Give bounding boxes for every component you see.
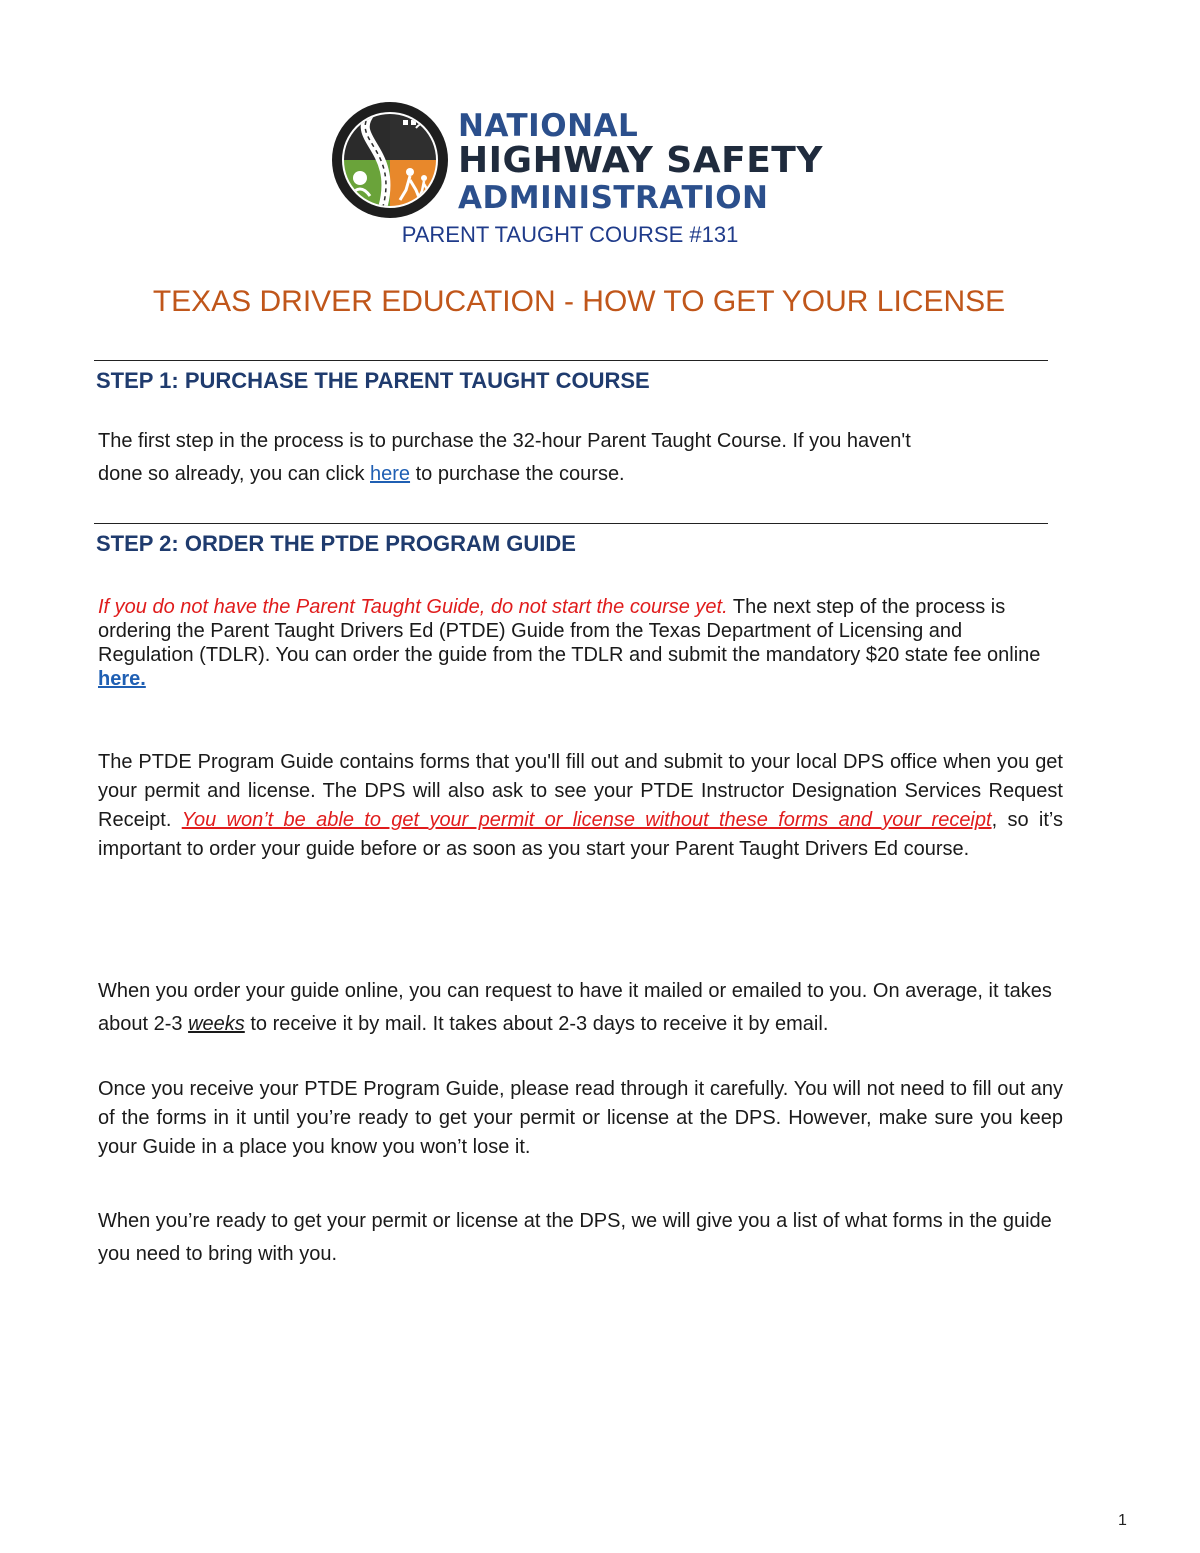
step-2-heading: STEP 2: ORDER THE PTDE PROGRAM GUIDE — [96, 531, 576, 556]
page-title: TEXAS DRIVER EDUCATION - HOW TO GET YOUR LICENSE — [152, 285, 1006, 318]
step-1-text-line-2b: to purchase the course. — [410, 463, 625, 485]
page-number: 1 — [1118, 1512, 1127, 1529]
program-guide-text-b: , so it’s important to order your guide before or as soon as you start your Parent Taught Drivers Ed course. — [98, 809, 1063, 860]
divider-step-1 — [94, 360, 1048, 361]
order-guide-link[interactable]: here. — [98, 668, 146, 690]
guide-warning-text: If you do not have the Parent Taught Guide, do not start the course yet. — [98, 596, 728, 618]
ordering-paragraph — [98, 975, 1063, 1041]
step-1-heading: STEP 1: PURCHASE THE PARENT TAUGHT COURSE — [96, 368, 650, 393]
logo — [330, 100, 823, 220]
step-2-intro-paragraph — [98, 595, 1063, 691]
logo-word-administration: ADMINISTRATION — [458, 180, 769, 216]
ordering-text-b: to receive it by mail. It takes about 2-3 days to receive it by email. — [244, 1013, 829, 1035]
dps-forms-paragraph: When you’re ready to get your permit or license at the DPS, we will give you a list of what forms in the guide you need to bring with you. — [98, 1210, 1052, 1265]
weeks-emphasis: weeks — [188, 1013, 245, 1035]
logo-word-highway-safety: HIGHWAY SAFETY — [458, 140, 823, 181]
step-1-text-line-2a: done so already, you can click — [98, 463, 371, 485]
step-1-text-line-1: The first step in the process is to purchase the 32-hour Parent Taught Course. If you haven't — [98, 430, 911, 452]
program-guide-paragraph — [98, 748, 1063, 864]
step-1-paragraph — [98, 425, 1063, 491]
logo-emblem-icon — [330, 100, 450, 220]
purchase-course-link[interactable]: here — [370, 463, 411, 485]
receive-guide-paragraph: Once you receive your PTDE Program Guide, please read through it carefully. You will not need to fill out any of the forms in it until you’re ready to get your permit or license at the DPS. However, make sure you keep your Guide in a place you know you won’t lose it. — [98, 1078, 1063, 1158]
divider-step-2 — [94, 523, 1048, 524]
permit-warning-text: You won’t be able to get your permit or license without these forms and your receipt — [181, 809, 992, 831]
logo-word-national: NATIONAL — [458, 108, 639, 144]
program-guide-text-a: The PTDE Program Guide contains forms that you'll fill out and submit to your local DPS office when you get your permit and license. The DPS will also ask to see your PTDE Instructor Designation Services Request Receipt. — [98, 751, 1063, 831]
step-2-intro-text: The next step of the process is ordering the Parent Taught Drivers Ed (PTDE) Guide from the Texas Department of Licensing and Regulation (TDLR). You can order the guide from the TDLR and submit the mandatory $20 state fee online — [98, 596, 1041, 666]
ordering-text-a: When you order your guide online, you can request to have it mailed or emailed to you. On average, it takes about 2-3 — [98, 980, 1052, 1035]
course-number: PARENT TAUGHT COURSE #131 — [401, 222, 739, 247]
